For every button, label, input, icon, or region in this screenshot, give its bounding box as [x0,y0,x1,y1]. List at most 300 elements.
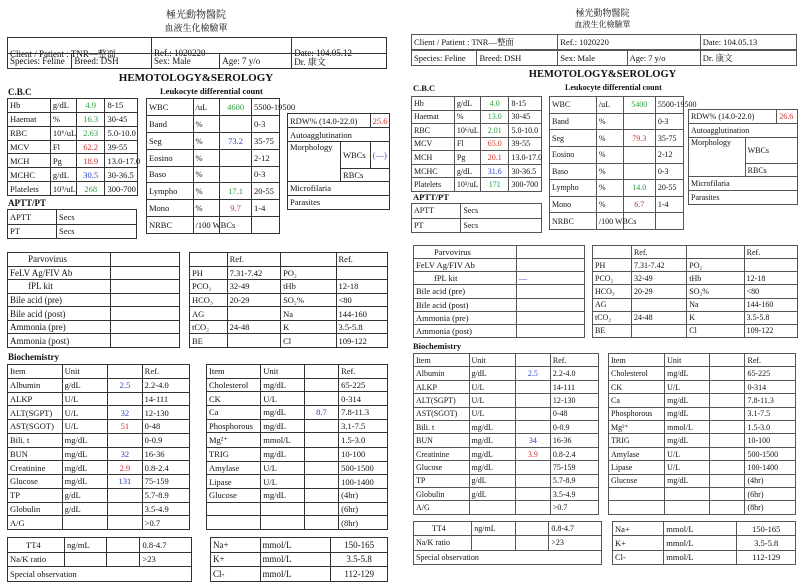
item-cell: A/G [414,501,470,515]
table-row [8,210,137,225]
item-cell: CK [207,392,261,406]
table-row [8,502,190,516]
table-row [190,266,388,280]
item-cell: TP [414,474,470,487]
cell: 0.8-4.7 [549,522,602,536]
value-cell [304,433,338,448]
item-cell: Band [147,115,194,132]
sero-value [111,253,180,267]
value-cell: 268 [76,182,105,196]
ref-cell: >0.7 [142,516,189,530]
microfilaria-label: Microfilaria [288,181,390,195]
blood-gas-table [189,252,388,348]
item-cell: Creatinine [414,447,470,460]
header-cell: Item [207,365,261,379]
sero-value [111,280,180,294]
aptt-title: APTT/PT [8,198,47,208]
ref-cell: 0-3 [655,163,683,180]
autoagg-label: Autoagglutination [288,128,390,142]
aptt-unit: Secs [57,210,137,225]
hospital-name: 極光動物醫院 [575,8,630,18]
value-cell [709,474,745,487]
table-row [414,285,585,298]
unit-cell: mg/dL [469,447,515,460]
value-cell [304,392,338,406]
morphology-label: Morphology [689,138,746,177]
value-cell [304,475,338,489]
table-row [414,380,599,393]
header-cell: Unit [469,354,515,367]
parasites-label: Parasites [689,191,798,205]
ref-cell: 1-4 [655,196,683,213]
ref-cell: 2.2-4.0 [142,378,189,392]
nak-row [8,552,192,567]
ref-cell: 12-130 [550,394,598,407]
leuko-table [549,96,697,230]
unit-cell: U/L [261,461,304,475]
table-row [414,447,599,460]
item-cell: Band [550,113,597,130]
cell: Na+ [613,522,664,536]
table-row [190,320,388,334]
item-cell: Glucose [207,489,261,503]
table-row [609,447,796,460]
ref-cell: 13.0-17.0 [509,151,542,165]
bg-ref: 24-48 [631,311,686,324]
value-cell: 9.7 [220,200,252,217]
item-cell: Mono [147,200,194,217]
unit-cell: g/dL [62,378,108,392]
table-header-row [207,365,388,379]
bg-ref: 144-160 [336,307,388,321]
bg-ref [336,266,388,280]
cell: mmol/L [664,550,737,564]
item-cell: Mg²⁺ [207,433,261,448]
bg-item: SO₂% [281,293,336,307]
bg-ref: 20-29 [227,293,280,307]
table-row [190,280,388,294]
unit-cell: % [193,166,220,183]
bg-item: K [687,311,744,324]
table-row [211,538,388,553]
unit-cell: g/dL [469,474,515,487]
ref-cell: 75-159 [142,475,189,489]
aptt-table [411,203,542,233]
item-cell: Seg [550,130,597,147]
ref-cell: 0-3 [252,115,280,132]
ref-cell: 8-15 [105,99,138,113]
value-cell [709,367,745,380]
ref-cell: 5.7-8.9 [142,488,189,502]
unit-cell: 10⁶/uL [454,124,480,138]
header-cell: Unit [261,365,304,379]
value-cell: 131 [108,475,143,489]
item-cell: Phosphorous [207,419,261,433]
table-row [147,166,280,183]
sero-value [111,334,180,348]
cell: K+ [613,536,664,550]
header-cell: Unit [62,365,108,379]
sero-item: Parvovirus [8,253,111,267]
table-row [412,164,542,178]
sero-item: Ammonia (pre) [414,311,517,324]
value-cell: 5400 [623,97,655,114]
cell: mmol/L [664,536,737,550]
ref-cell [655,213,683,230]
sex-field: Sex: Male [152,54,220,69]
unit-cell: /100 WBCs [193,217,220,234]
value-cell: 14.0 [623,180,655,197]
sero-item: Parvovirus [414,246,517,259]
item-cell: BUN [8,447,63,461]
value-cell: 2.5 [515,367,550,380]
unit-cell: mg/dL [665,394,710,407]
value-cell [304,489,338,503]
table-row [414,272,585,285]
value-cell [709,380,745,393]
table-row [8,99,138,113]
unit-cell: g/dL [50,99,76,113]
item-cell [207,502,261,516]
cbc-title: C.B.C [413,83,436,93]
tt4-table [7,537,192,582]
patient-field: Client / Patient : TNR—整面 [8,38,152,69]
table-row [207,461,388,475]
cell: 150-165 [737,522,796,536]
unit-cell: U/L [261,475,304,489]
value-cell [515,488,550,501]
unit-cell: g/dL [62,502,108,516]
table-row [8,420,190,434]
cell: Na/K ratio [8,552,65,567]
value-cell: 2.01 [480,124,509,138]
table-row [414,488,599,501]
unit-cell: Fl [454,137,480,151]
ref-cell: 12-130 [142,406,189,420]
item-cell: A/G [8,516,63,530]
item-cell: Platelets [412,178,455,192]
table-row [147,99,280,116]
table-header-row [609,354,796,367]
leuko-title: Leukocyte differential count [565,83,662,92]
item-cell: BUN [414,434,470,447]
biochem-title: Biochemistry [8,352,59,362]
header-cell: Ref. [142,365,189,379]
sero-value [516,311,584,324]
item-cell: Lipase [609,461,665,474]
unit-cell: % [193,183,220,200]
bg-item: HCO₃ [190,293,228,307]
sero-value [111,307,180,321]
value-cell [108,433,143,447]
value-cell [623,113,655,130]
ref-cell: 13.0-17.0 [105,154,138,168]
value-cell [515,407,550,420]
bg-ref-head: Ref. [227,253,280,267]
ref-cell: 3.1-7.5 [339,419,388,433]
table-row [550,146,684,163]
ref-cell: 2.2-4.0 [550,367,598,380]
ref-cell: 0.8-2.4 [550,447,598,460]
ref-cell: 0-48 [550,407,598,420]
cell: ng/mL [65,538,107,553]
table-row [8,433,190,447]
unit-cell: % [193,149,220,166]
value-cell [220,166,252,183]
special-observation: Special observation [8,567,192,582]
table-row [8,224,137,239]
ref-cell: 16-36 [550,434,598,447]
report-title: 血液生化檢驗單 [164,23,228,33]
bg-ref: 12-18 [744,272,797,285]
tt4-row [8,538,192,553]
cell: 112-129 [331,567,388,582]
unit-cell: g/dL [50,168,76,182]
value-cell: 17.1 [220,183,252,200]
biochem-table-1 [413,353,599,515]
table-row [593,324,798,337]
table-row [414,421,599,434]
value-cell [304,461,338,475]
table-row [550,113,684,130]
unit-cell: 10⁶/uL [50,126,76,140]
table-row [593,272,798,285]
item-cell: MCV [8,140,51,154]
unit-cell: mg/dL [261,378,304,392]
bg-item [281,253,336,267]
table-row [147,132,280,149]
table-row [613,550,796,564]
unit-cell: mg/dL [261,448,304,462]
ref-cell: 100-1400 [339,475,388,489]
ref-cell: (4hr) [339,489,388,503]
ref-cell: 1.5-3.0 [745,421,796,434]
rdw-value: 26.6 [777,110,798,124]
bg-item: PCO₂ [190,280,228,294]
item-cell: AST(SGOT) [8,420,63,434]
unit-cell: % [193,200,220,217]
sero-value [516,246,584,259]
table-row [8,154,138,168]
table-row [8,280,180,294]
item-cell: MCHC [412,164,455,178]
value-cell [623,163,655,180]
unit-cell: U/L [62,392,108,406]
bg-item: tHb [687,272,744,285]
item-cell: MCHC [8,168,51,182]
item-cell: Albumin [8,378,63,392]
nak-row [414,536,602,550]
table-row [8,378,190,392]
value-cell [709,407,745,420]
item-cell: Hb [412,97,455,111]
cell: mmol/L [664,522,737,536]
value-cell: 16.3 [76,112,105,126]
table-row [412,151,542,165]
unit-cell: U/L [469,380,515,393]
table-row [414,501,599,515]
ref-cell: 500-1500 [745,447,796,460]
cbc-table [411,96,542,192]
table-row [593,259,798,272]
table-row [609,367,796,380]
ref-field: Ref.: 1020220 [152,38,292,69]
header-cell: Ref. [550,354,598,367]
species-field: Species: Feline [8,54,72,69]
sero-item: fPL kit [414,272,517,285]
unit-cell: g/dL [62,488,108,502]
value-cell [515,501,550,515]
unit-cell [469,501,515,515]
rbcs-label: RBCs [341,168,390,181]
sero-item: Bile acid (pre) [414,285,517,298]
leuko-title: Leukocyte differential count [160,86,263,96]
unit-cell: /100 WBCs [596,213,623,230]
ref-cell: 0-3 [655,113,683,130]
age-field: Age: 7 y/o [627,51,700,66]
ref-cell: 3.1-7.5 [745,407,796,420]
sero-item: Bile acid (pre) [8,293,111,307]
unit-cell: mg/dL [665,407,710,420]
table-row [550,213,684,230]
bg-ref: 20-29 [631,285,686,298]
bg-item: AG [593,298,632,311]
bg-item [593,246,632,259]
value-cell [709,394,745,407]
breed-field: Breed: DSH [72,54,152,69]
ref-cell: (6hr) [745,488,796,501]
value-cell: 4600 [220,99,252,116]
special-observation: Special observation [414,550,602,564]
ref-cell: >0.7 [550,501,598,515]
fpl-value: — [516,272,584,285]
item-cell: RBC [8,126,51,140]
value-cell [515,461,550,474]
table-row [207,516,388,530]
lab-report-left [0,0,392,588]
header-cell [108,365,143,379]
morphology-table [688,109,798,205]
value-cell [108,516,143,530]
cbc-title: C.B.C [8,87,32,97]
item-cell [207,516,261,530]
ref-cell: 75-159 [550,461,598,474]
item-cell: Platelets [8,182,51,196]
table-row [550,163,684,180]
bg-ref: <80 [744,285,797,298]
value-cell [709,447,745,460]
bg-ref: 3.5-5.8 [336,320,388,334]
ref-cell: 5500-19500 [252,99,280,116]
table-row [414,407,599,420]
cell: Cl- [211,567,261,582]
table-row [8,182,138,196]
unit-cell: % [596,163,623,180]
ref-cell: 1.5-3.0 [339,433,388,448]
table-row [207,502,388,516]
wbcs-label: WBCs [341,142,371,168]
item-cell: Lympho [147,183,194,200]
item-cell: ALT(SGPT) [8,406,63,420]
table-row [609,488,796,501]
cell [65,552,107,567]
cell [472,536,515,550]
table-row [412,218,542,233]
unit-cell: % [596,146,623,163]
sero-item: Ammonia (pre) [8,320,111,334]
value-cell [108,502,143,516]
unit-cell: Pg [50,154,76,168]
ref-cell: 2-12 [252,149,280,166]
item-cell: Lipase [207,475,261,489]
value-cell: 79.3 [623,130,655,147]
bg-item [687,246,744,259]
ref-cell: (8hr) [745,501,796,515]
item-cell: MCV [412,137,455,151]
item-cell: Haemat [412,110,455,124]
value-cell [709,461,745,474]
ref-cell: 35-75 [252,132,280,149]
table-row [550,180,684,197]
table-row [609,434,796,447]
table-row [550,97,684,114]
value-cell: 4.9 [76,99,105,113]
blood-gas-table [592,245,798,338]
cell: 150-165 [331,538,388,553]
wbcs-value: (—) [370,142,389,168]
table-row [414,367,599,380]
table-row [190,293,388,307]
value-cell [709,488,745,501]
ref-cell: 5.7-8.9 [550,474,598,487]
ref-cell: 39-55 [509,137,542,151]
ref-cell: 16-36 [142,447,189,461]
aptt-item: APTT [8,210,57,225]
table-row [550,196,684,213]
sex-field: Sex: Male [558,51,627,66]
table-row [147,217,280,234]
ref-cell: 0-0.9 [142,433,189,447]
bg-item: SO₂% [687,285,744,298]
ref-cell: 300-700 [509,178,542,192]
unit-cell: g/dL [454,97,480,111]
unit-cell [62,516,108,530]
special-row [8,567,192,582]
unit-cell: % [193,132,220,149]
unit-cell: U/L [62,406,108,420]
value-cell [709,421,745,434]
item-cell: Baso [550,163,597,180]
leuko-table [146,98,296,234]
cell: mmol/L [260,538,331,553]
species-row [411,50,797,66]
bg-ref [744,259,797,272]
value-cell: 2.9 [108,461,143,475]
item-cell: TRIG [207,448,261,462]
bg-ref-head: Ref. [336,253,388,267]
bg-item: Na [281,307,336,321]
unit-cell: mg/dL [665,434,710,447]
ref-cell: 65-225 [745,367,796,380]
patient-info-table [411,34,797,50]
item-cell: RBC [412,124,455,138]
cell [107,538,140,553]
unit-cell: 10³/uL [454,178,480,192]
item-cell: Seg [147,132,194,149]
bg-item: PO₂ [281,266,336,280]
ref-cell: 30-45 [509,110,542,124]
table-row [211,567,388,582]
